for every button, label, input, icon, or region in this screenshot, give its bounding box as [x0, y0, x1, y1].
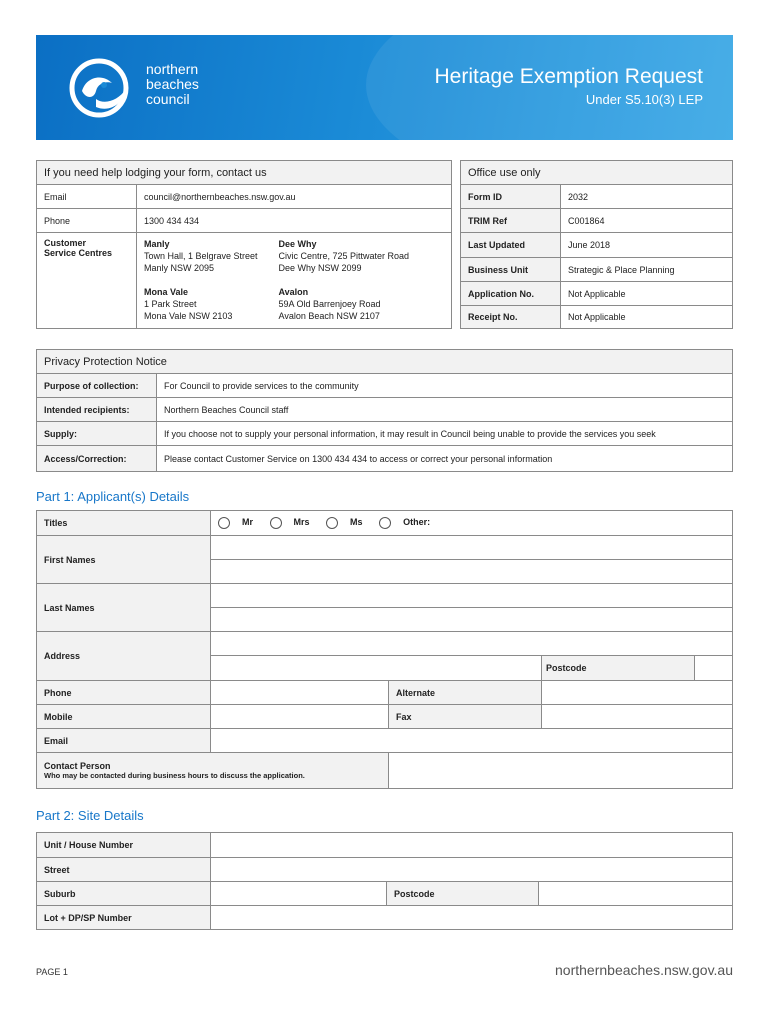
centre-address: 1 Park Street — [144, 299, 197, 309]
lot-label: Lot + DP/SP Number — [37, 906, 211, 930]
titles-label: Titles — [37, 511, 211, 536]
office-heading: Office use only — [461, 161, 733, 185]
fax-input[interactable] — [542, 705, 733, 729]
postcode-field[interactable] — [542, 656, 733, 681]
privacy-label: Access/Correction: — [37, 446, 157, 472]
last-names-field-1[interactable] — [211, 584, 733, 608]
privacy-label: Purpose of collection: — [37, 374, 157, 398]
contact-person-note: Who may be contacted during business hours to discuss the application. — [44, 771, 305, 780]
alternate-input[interactable] — [542, 681, 733, 705]
street-label: Street — [37, 858, 211, 882]
street-input[interactable] — [211, 858, 733, 882]
lot-input[interactable] — [211, 906, 733, 930]
address-field-2[interactable] — [211, 656, 542, 681]
form-title: Heritage Exemption Request — [434, 65, 703, 88]
office-value: C001864 — [561, 209, 733, 233]
service-centres-label — [37, 233, 137, 329]
radio-mr[interactable] — [218, 517, 230, 529]
email-field-label: Email — [37, 729, 211, 753]
privacy-label: Supply: — [37, 422, 157, 446]
council-wordmark — [146, 62, 199, 107]
privacy-notice-table — [36, 349, 733, 472]
last-names-label: Last Names — [37, 584, 211, 632]
applicant-details-table — [36, 510, 733, 789]
office-use-table — [460, 160, 733, 329]
radio-mrs-label: Mrs — [293, 517, 310, 528]
site-details-table — [36, 832, 733, 930]
centre-address: 59A Old Barrenjoey Road — [278, 299, 381, 309]
alternate-label: Alternate — [389, 681, 542, 705]
service-centres-label-1: Customer — [44, 238, 87, 248]
privacy-label: Intended recipients: — [37, 398, 157, 422]
office-value: June 2018 — [561, 233, 733, 258]
privacy-value: Please contact Customer Service on 1300 434 434 to access or correct your personal information — [157, 446, 733, 472]
office-label: Business Unit — [461, 258, 561, 282]
centre-address: Mona Vale NSW 2103 — [144, 311, 233, 321]
address-label: Address — [37, 632, 211, 681]
office-value: Not Applicable — [561, 306, 733, 329]
address-field[interactable] — [211, 632, 733, 656]
titles-options — [211, 511, 733, 536]
radio-ms[interactable] — [326, 517, 338, 529]
office-label: Form ID — [461, 185, 561, 209]
office-label: TRIM Ref — [461, 209, 561, 233]
email-input[interactable] — [211, 729, 733, 753]
part1-title: Part 1: Applicant(s) Details — [36, 489, 190, 504]
centre-address: Dee Why NSW 2099 — [278, 263, 362, 273]
first-names-field-2[interactable] — [211, 560, 733, 584]
form-subtitle: Under S5.10(3) LEP — [585, 92, 703, 107]
fax-label: Fax — [389, 705, 542, 729]
site-postcode-input[interactable] — [539, 882, 733, 906]
privacy-value: If you choose not to supply your personal information, it may result in Council being unable to provide the services you seek — [157, 422, 733, 446]
office-label: Receipt No. — [461, 306, 561, 329]
centre-name: Dee Why — [278, 239, 317, 249]
wordmark-line-2: beaches — [146, 76, 199, 92]
privacy-value: Northern Beaches Council staff — [157, 398, 733, 422]
radio-other-label: Other: — [403, 517, 431, 528]
first-names-label: First Names — [37, 536, 211, 584]
contact-person-label — [37, 753, 389, 789]
mobile-input[interactable] — [211, 705, 389, 729]
office-label: Application No. — [461, 282, 561, 306]
last-names-field-2[interactable] — [211, 608, 733, 632]
radio-ms-label: Ms — [350, 517, 363, 528]
service-centres-label-2: Service Centres — [44, 248, 113, 258]
service-centres-col-1 — [137, 233, 277, 329]
service-centres-col-2 — [277, 233, 452, 329]
centre-name: Manly — [144, 239, 170, 249]
first-names-field-1[interactable] — [211, 536, 733, 560]
centre-name: Mona Vale — [144, 287, 189, 297]
part2-title: Part 2: Site Details — [36, 808, 144, 823]
postcode-input[interactable] — [695, 656, 732, 680]
centre-name: Avalon — [278, 287, 309, 297]
privacy-value: For Council to provide services to the community — [157, 374, 733, 398]
phone-field-label: Phone — [37, 681, 211, 705]
office-label: Last Updated — [461, 233, 561, 258]
contact-person-title: Contact Person — [44, 761, 111, 771]
privacy-heading: Privacy Protection Notice — [37, 350, 733, 374]
postcode-label: Postcode — [542, 656, 695, 680]
centre-address: Civic Centre, 725 Pittwater Road — [278, 251, 410, 261]
radio-mr-label: Mr — [242, 517, 253, 528]
page-number: PAGE 1 — [36, 967, 68, 977]
mobile-label: Mobile — [37, 705, 211, 729]
office-value: Strategic & Place Planning — [561, 258, 733, 282]
website-url: northernbeaches.nsw.gov.au — [555, 962, 733, 978]
unit-label: Unit / House Number — [37, 833, 211, 858]
office-value: 2032 — [561, 185, 733, 209]
unit-input[interactable] — [211, 833, 733, 858]
council-logo-icon — [66, 55, 136, 121]
help-contact-table — [36, 160, 452, 329]
phone-label: Phone — [37, 209, 137, 233]
phone-value: 1300 434 434 — [137, 209, 452, 233]
suburb-label: Suburb — [37, 882, 211, 906]
wordmark-line-1: northern — [146, 61, 199, 77]
centre-address: Avalon Beach NSW 2107 — [278, 311, 380, 321]
site-postcode-label: Postcode — [387, 882, 539, 906]
centre-address: Manly NSW 2095 — [144, 263, 215, 273]
radio-mrs[interactable] — [270, 517, 282, 529]
help-heading: If you need help lodging your form, contact us — [37, 161, 452, 185]
radio-other[interactable] — [379, 517, 391, 529]
suburb-input[interactable] — [211, 882, 387, 906]
centre-address: Town Hall, 1 Belgrave Street — [144, 251, 258, 261]
wordmark-line-3: council — [146, 91, 190, 107]
email-value: council@northernbeaches.nsw.gov.au — [137, 185, 452, 209]
email-label: Email — [37, 185, 137, 209]
contact-person-input[interactable] — [389, 753, 733, 789]
phone-input[interactable] — [211, 681, 389, 705]
office-value: Not Applicable — [561, 282, 733, 306]
header-banner — [36, 35, 733, 140]
